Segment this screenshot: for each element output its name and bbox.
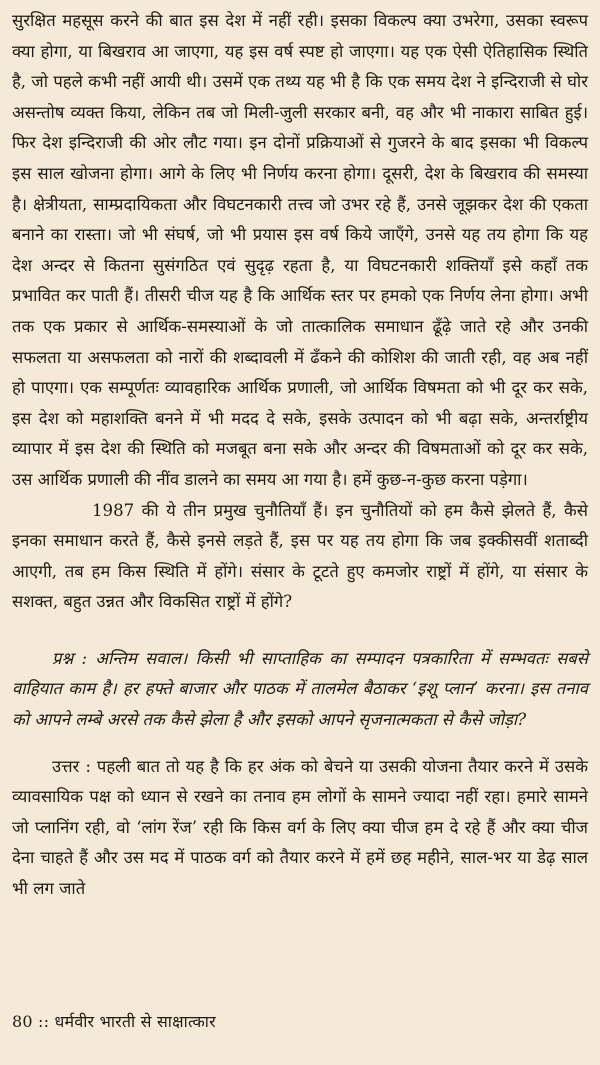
paragraph-1987-challenges: 1987 की ये तीन प्रमुख चुनौतियाँ हैं। इन चुनौतियों को हम कैसे झेलते हैं, कैसे इनका समाधान करते हैं, कैसे इनसे लड़ते हैं, इस पर यह तय होगा कि जब इक्कीसवीं शताब्दी आएगी, तब हम किस स्थिति में होंगे। संसार के टूटते हुए कमजोर राष्ट्रों में होंगे, या संसार के सशक्त, बहुत उन्नत और विकसित राष्ट्रों में होंगे?	[12, 500, 588, 612]
answer-paragraph: उत्तर : पहली बात तो यह है कि हर अंक को बेचने या उसकी योजना तैयार करने में उसके व्यावसायिक पक्ष को ध्यान से रखने का तनाव हम लोगों के सामने ज्यादा नहीं रहा। हमारे सामने जो प्लानिंग रही, वो ‘लांग रेंज’ रही कि किस वर्ग के लिए क्या चीज हम दे रहे हैं और क्या चीज देना चाहते हैं और उस मद में पाठक वर्ग को तैयार करने में हमें छह महीने, साल-भर या डेढ़ साल भी लग जाते	[12, 756, 588, 899]
page-footer: 80 :: धर्मवीर भारती से साक्षात्कार	[12, 1012, 216, 1031]
paragraph-economic-challenges: सुरक्षित महसूस करने की बात इस देश में नहीं रही। इसका विकल्प क्या उभरेगा, उसका स्वरूप क्या होगा, या बिखराव आ जाएगा, यह इस वर्ष स्पष्ट हो जाएगा। यह एक ऐसी ऐतिहासिक स्थिति है, जो पहले कभी नहीं आयी थी। उसमें एक तथ्य यह भी है कि एक समय देश ने इन्दिराजी से घोर असन्तोष व्यक्त किया, लेकिन तब जो मिली-जुली सरकार बनी, वह और भी नाकारा साबित हुई। फिर देश इन्दिराजी की ओर लौट गया। इन दोनों प्रक्रियाओं से गुजरने के बाद इसका भी विकल्प इस साल खोजना होगा। आगे के लिए भी निर्णय करना होगा। दूसरी, देश के बिखराव की समस्या है। क्षेत्रीयता, साम्प्रदायिकता और विघटनकारी तत्त्व जो उभर रहे हैं, उनसे जूझकर देश की एकता बनाने का रास्ता। जो भी संघर्ष, जो भी प्रयास इस वर्ष किये जाएँगे, उनसे यह तय होगा कि यह देश अन्दर से कितना सुसंगठित एवं सुदृढ़ रहता है, या विघटनकारी शक्तियाँ इसे कहाँ तक प्रभावित कर पाती हैं। तीसरी चीज यह है कि आर्थिक स्तर पर हमको एक निर्णय लेना होगा। अभी तक एक प्रकार से आर्थिक-समस्याओं के जो तात्कालिक समाधान ढूँढ़े जाते रहे और उनकी सफलता या असफलता को नारों की शब्दावली में ढँकने की कोशिश की जाती रही, वह अब नहीं हो पाएगा। एक सम्पूर्णतः व्यावहारिक आर्थिक प्रणाली, जो आर्थिक विषमता को भी दूर कर सके, इस देश को महाशक्ति बनने में भी मदद दे सके, इसके उत्पादन को भी बढ़ा सके, अन्तर्राष्ट्रीय व्यापार में इस देश की स्थिति को मजबूत बना सके और अन्दर की विषमताओं को दूर कर सके, उस आर्थिक प्रणाली की नींव डालने का समय आ गया है। हमें कुछ-न-कुछ करना पड़ेगा।	[12, 11, 588, 489]
question-final: प्रश्न : अन्तिम सवाल। किसी भी साप्ताहिक का सम्पादन पत्रकारिता में सम्भवतः सबसे वाहियात काम है। हर हफ्ते बाजार और पाठक में तालमेल बैठाकर ‘इशू प्लान’ करना। इस तनाव को आपने लम्बे अरसे तक कैसे झेला है और इसको आपने सृजनात्मकता से कैसे जोड़ा?	[12, 648, 588, 730]
